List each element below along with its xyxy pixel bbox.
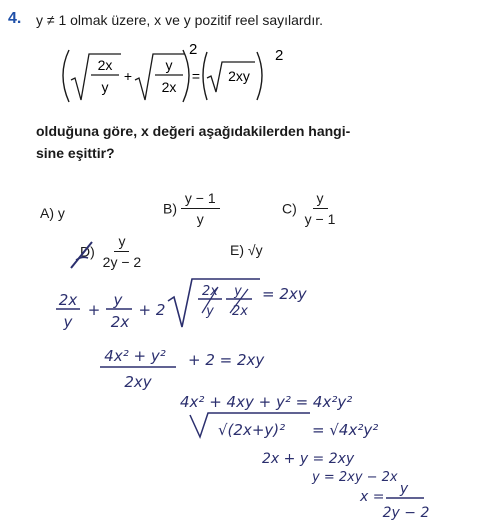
question-condition-line2: sine eşittir?: [36, 145, 115, 161]
option-b-numerator: y − 1: [181, 190, 220, 209]
svg-text:y: y: [206, 304, 214, 319]
option-b[interactable]: [163, 190, 220, 227]
work-line-3: [180, 393, 352, 411]
option-b-letter: B): [163, 200, 177, 217]
svg-text:2xy: 2xy: [124, 373, 152, 391]
rhs-exponent: 2: [275, 47, 284, 64]
svg-text:= 2xy: = 2xy: [262, 285, 307, 303]
option-d-numerator: y: [114, 233, 129, 252]
rhs-radicand: 2xy: [228, 68, 250, 84]
svg-text:= √4x²y²: = √4x²y²: [312, 421, 379, 439]
sqrt-sign-1: [71, 54, 121, 100]
svg-text:2x: 2x: [202, 284, 218, 299]
plus-sign: +: [123, 68, 133, 84]
svg-text:4x² + 4xy + y² = 4x²y²: 4x² + 4xy + y² = 4x²y²: [180, 393, 353, 411]
work-line-4: [190, 413, 378, 439]
term1-numerator: 2x: [97, 57, 113, 73]
option-c-letter: C): [282, 200, 297, 217]
svg-text:y: y: [63, 313, 73, 331]
svg-text:y: y: [399, 481, 409, 497]
option-b-fraction: [181, 190, 220, 227]
question-number: 4.: [8, 10, 22, 27]
outer-exponent: 2: [189, 41, 198, 58]
option-a-value: y: [57, 205, 65, 221]
svg-text:+ 2: + 2: [138, 301, 166, 319]
option-d-denominator: 2y − 2: [102, 254, 142, 270]
svg-text:y: y: [113, 291, 123, 309]
term1-denominator: y: [101, 79, 109, 95]
svg-text:y = 2xy − 2x: y = 2xy − 2x: [312, 470, 398, 485]
option-c-fraction: [301, 190, 340, 227]
term2-denominator: 2x: [161, 79, 177, 95]
svg-text:2x: 2x: [110, 313, 130, 331]
work-line-5: [262, 451, 355, 467]
option-b-denominator: y: [196, 211, 204, 227]
equals-sign: =: [191, 68, 201, 84]
option-e[interactable]: [230, 242, 263, 258]
svg-text:+ 2 = 2xy: + 2 = 2xy: [188, 351, 265, 369]
svg-text:2x: 2x: [232, 304, 248, 319]
option-e-letter: E): [230, 242, 244, 258]
svg-text:√(2x+y)²: √(2x+y)²: [218, 421, 286, 439]
option-d-letter: D): [80, 243, 95, 260]
work-line-7: [359, 481, 429, 521]
open-paren: [63, 50, 69, 102]
option-a-letter: A): [40, 205, 54, 221]
svg-text:y: y: [234, 284, 242, 299]
svg-text:x =: x =: [360, 489, 385, 505]
svg-text:+: +: [87, 301, 101, 319]
option-d-strike-mark: [68, 236, 108, 272]
option-e-value: √y: [247, 242, 263, 258]
question-condition-line1: olduğuna göre, x değeri aşağıdakilerden hangi-: [36, 123, 351, 139]
work-line-2: [100, 347, 265, 391]
work-line-1: [56, 279, 308, 331]
svg-text:2y − 2: 2y − 2: [382, 505, 430, 521]
option-c[interactable]: [282, 190, 339, 227]
work-line-6: [311, 470, 398, 485]
option-c-denominator: y − 1: [304, 211, 336, 227]
term2-numerator: y: [165, 57, 173, 73]
option-c-numerator: y: [313, 190, 328, 209]
option-a[interactable]: [40, 205, 65, 221]
svg-text:2x + y = 2xy: 2x + y = 2xy: [262, 451, 355, 467]
handwritten-work: [50, 275, 470, 525]
svg-text:4x² + y²: 4x² + y²: [104, 347, 166, 365]
question-formula: [55, 40, 315, 110]
svg-text:2x: 2x: [58, 291, 78, 309]
question-stem: y ≠ 1 olmak üzere, x ve y pozitif reel sayılardır.: [36, 12, 324, 28]
sqrt-sign-2: [135, 54, 185, 100]
